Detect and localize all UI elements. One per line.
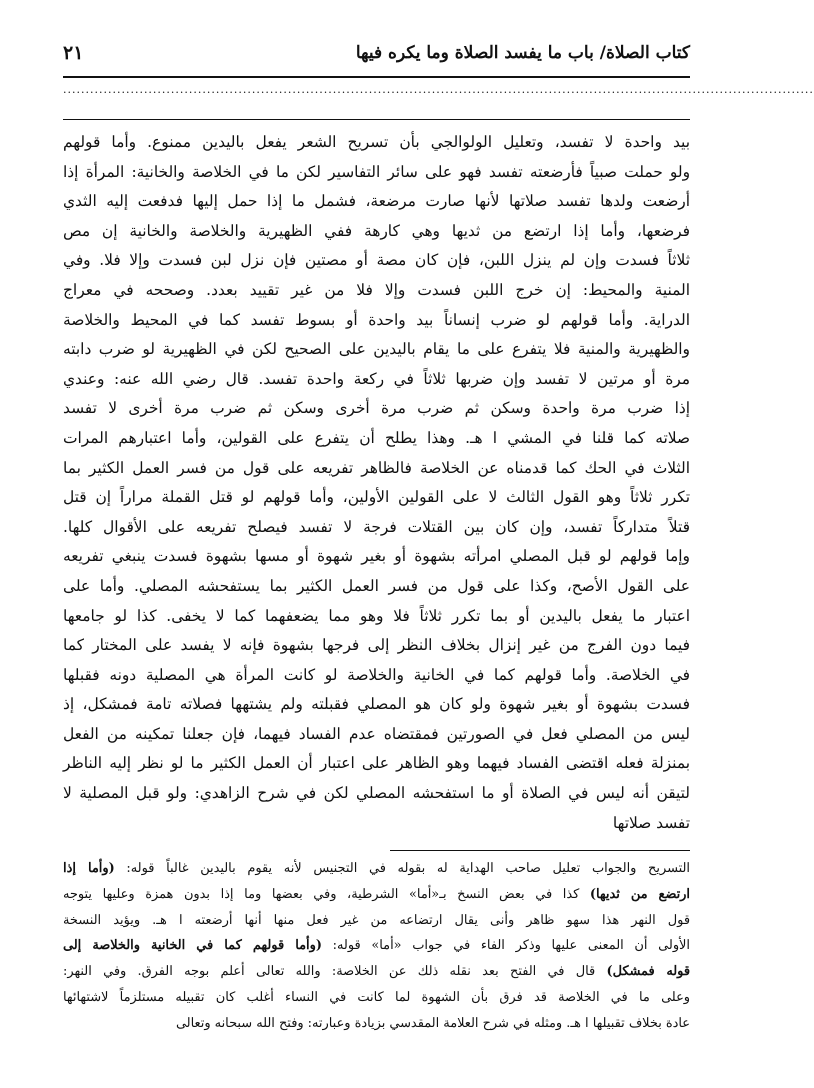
text-line: على القول الأصح، وكذا على قول من فسر العمل الكثير بما يستفحشه المصلي. وأما على	[63, 576, 690, 595]
text-line: وإما قولهم لو قبل المصلي امرأته بشهوة أو بغير شهوة أو مسها بشهوة فسدت ينبغي تفريعه	[63, 547, 690, 566]
footnote-line: ارتضع من ثديها) كذا في بعض النسخ بـ«أما» الشرطية، وفي بعضها وما إذا بدون همزة وعليها يتوجه	[63, 886, 690, 902]
text-line: والظهيرية والمنية فلا يتفرع على ما يقام باليدين على الصحيح لكن في الظهيرية لو ضرب دابته	[63, 340, 690, 359]
page-number: ٢١	[63, 42, 84, 64]
text-line: في الخلاصة. وأما قولهم كما في الخانية والخلاصة لو كانت المرأة هي المصلية دونه فقبلها	[63, 665, 690, 684]
text-line: مرة أو مرتين لا تفسد وإن ضربها ثلاثاً في ركعة واحدة تفسد. قال رضي الله عنه: وعندي	[63, 369, 690, 388]
text-line: تفسد صلاتها	[612, 813, 690, 832]
text-line: فسدت بشهوة أو بغير شهوة ولو كان هو المصلي فقبلته ولم يشتهها فصلاته تامة فمشكل، إذ	[63, 695, 690, 714]
text-line: إذا ضرب مرة واحدة وسكن ثم ضرب مرة أخرى وسكن ثم ضرب مرة أخرى لا تفسد	[63, 399, 690, 418]
text-line: صلاته كما قلنا في المشي ا هـ. وهذا يطلح أن يتفرع على القولين، وأما اعتبارهم المرات	[63, 428, 690, 447]
text-line: اعتبار ما يفعل باليدين أو بما تكرر ثلاثاً فلا وهو مما يضعفهما كما لا يخفى. كذا لو جامعها	[63, 606, 690, 625]
footnote-line: قول النهر هذا سهو ظاهر وأنى يقال ارتضاعه من غير فعل منها أنها أرضعته ا هـ. ويؤيد النسخة	[63, 912, 690, 928]
footnote-line: الأولى أن المعنى عليها وذكر الفاء في جواب «أما» قوله: (وأما قولهم كما في الخانية والخلاصة إلى	[63, 938, 690, 954]
header-title: كتاب الصلاة/ باب ما يفسد الصلاة وما يكره فيها	[355, 43, 690, 63]
text-line: أرضعت ولدها تفسد صلاتها لأنها صارت مرضعة، فشمل ما إذا حمل إليها فدفعت إليه الثدي	[63, 192, 690, 211]
text-line: تكرر ثلاثاً وهو القول الثالث لا على القولين الأولين، وأما قولهم لو قتل القملة مراراً إن قتل	[63, 488, 690, 507]
text-line: لتيقن أنه ليس في الصلاة أو ما استفحشه المصلي لكن في شرح الزاهدي: ولو قبل المصلية لا	[63, 784, 690, 803]
dotted-separator: .......................................................................................................................................................................	[63, 83, 814, 96]
text-line: فيما دون الفرج من غير إنزال بخلاف النظر إلى فرجها بشهوة فإنه لا يفسد على المختار كما	[63, 636, 690, 655]
footnote-line: عادة بخلاف تقبيلها ا هـ. ومثله في شرح العلامة المقدسي بزيادة وعبارته: وفتح الله سبحانه وتعالى	[175, 1015, 690, 1031]
text-line: بمنزلة فعله اقتضى الفساد فيهما وهو الظاهر على اعتبار أن العمل الكثير ما لو نظر إليه الناظر	[63, 754, 690, 773]
text-line: الثلاث في الحك كما قدمناه عن الخلاصة فالظاهر تفريعه على قول من فسر العمل الكثير بما	[63, 458, 690, 477]
footnote-rule	[390, 850, 690, 851]
footnote-line: التسريح والجواب تعليل صاحب الهداية له بقوله في التجنيس لأنه يقوم باليدين غالباً قوله: (وأما إذا	[63, 861, 690, 876]
footnote-line: قوله فمشكل) قال في الفتح بعد نقله ذلك عن الخلاصة: والله تعالى أعلم بوجه الفرق. وفي النهر:	[63, 964, 690, 980]
text-line: قتلاً متداركاً تفسد، وإن كان بين القتلات فرجة لا تفسد فيصلح تفريعه على الأقوال كلها.	[63, 517, 690, 536]
text-line: فرضعها، وأما إذا ارتضع من ثديها وهي كارهة ففي الظهيرية والخلاصة والخانية إن مص	[63, 221, 690, 240]
footnotes	[63, 856, 690, 1066]
text-line: بيد واحدة لا تفسد، وتعليل الولوالجي بأن تسريح الشعر يفعل باليدين ممنوع. وأما قولهم	[63, 133, 690, 151]
footnote-line: وعلى ما في الخلاصة قد فرق بأن الشهوة لما كانت في النساء أغلب كان تقبيله مستلزماً لاشتهائها	[63, 989, 690, 1005]
text-line: الدراية. وأما قولهم لو ضرب إنساناً بيد واحدة أو بسوط تفسد كما في المحيط والخلاصة	[63, 310, 690, 329]
text-line: المنية والمحيط: إن خرج اللبن فسدت وإلا فلا من غير تقييد بعدد. وصححه في معراج	[63, 280, 690, 299]
text-line: ليس من المصلي فعل في الصورتين فمقتضاه عدم الفساد فيهما، فإن جعلنا تمكينه من الفعل	[63, 724, 690, 743]
running-header	[63, 38, 690, 68]
main-text	[63, 128, 690, 840]
text-line: ولو حملت صبياً فأرضعته تفسد فهو على سائر التفاسير لكن ما في الخلاصة والخانية: المرأة إذا	[63, 162, 690, 181]
header-rule	[63, 76, 690, 78]
text-top-rule	[63, 119, 690, 120]
text-line: ثلاثاً فسدت وإن لم ينزل اللبن، فإن كان مصة أو مصتين فإن نزل لبن فسدت وإلا فلا. وفي	[63, 251, 690, 270]
